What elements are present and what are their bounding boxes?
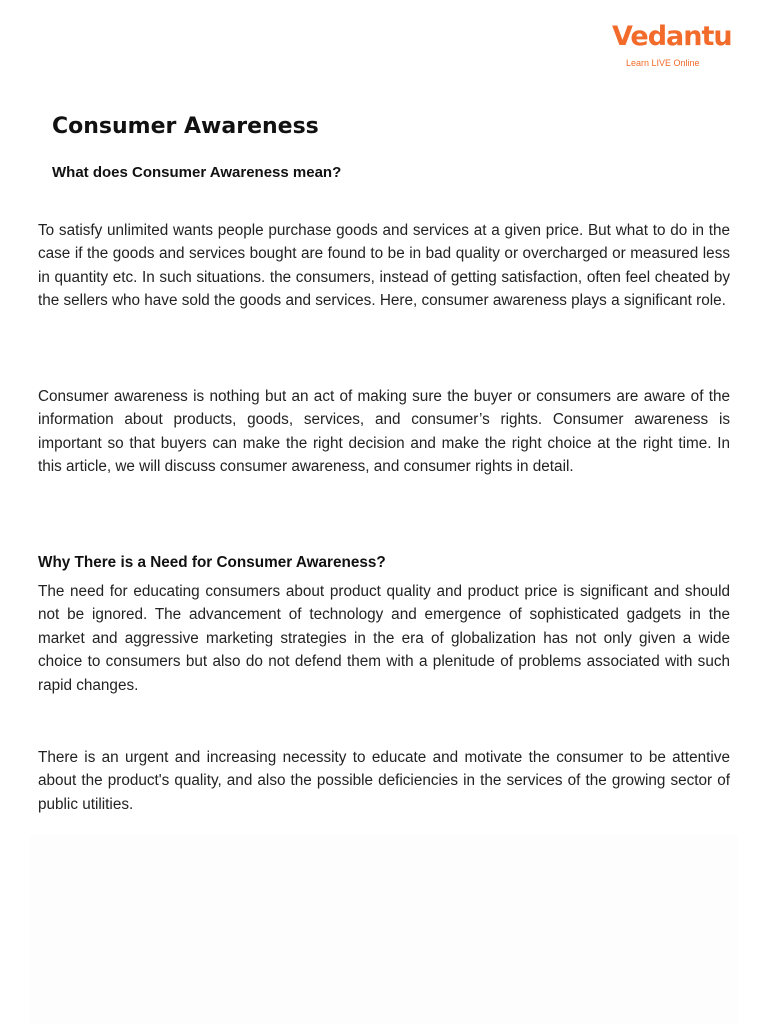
logo-tagline: Learn LIVE Online [626,58,700,68]
page-title: Consumer Awareness [52,114,319,139]
section-heading: Why There is a Need for Consumer Awareness? [38,554,386,571]
vedantu-logo [612,20,732,72]
intro-paragraph-1: To satisfy unlimited wants people purchase goods and services at a given price. But what to do in the case if the goods and services bought are found to be in bad quality or overcharged or measured less in quantity etc. In such situations. the consumers, instead of getting satisfaction, often feel cheated by the sellers who have sold the goods and services. Here, consumer awareness plays a significant role. [38,222,730,310]
page-lower-area [30,835,738,1024]
logo-wordmark: Vedantu [612,21,732,52]
section-paragraph-1: The need for educating consumers about product quality and product price is significant and should not be ignored. The advancement of technology and emergence of sophisticated gadgets in the market and aggressive marketing strategies in the era of globalization has not only given a wide choice to consumers but also do not defend them with a plenitude of problems associated with such rapid changes. [38,583,730,694]
page-subtitle: What does Consumer Awareness mean? [52,164,342,181]
section-paragraph-2: There is an urgent and increasing necessity to educate and motivate the consumer to be attentive about the product's quality, and also the possible deficiencies in the services of the growing sector of public utilities. [38,749,730,813]
intro-paragraph-2: Consumer awareness is nothing but an act of making sure the buyer or consumers are aware of the information about products, goods, services, and consumer’s rights. Consumer awareness is important so that buyers can make the right decision and make the right choice at the right time. In this article, we will discuss consumer awareness, and consumer rights in detail. [38,388,730,476]
